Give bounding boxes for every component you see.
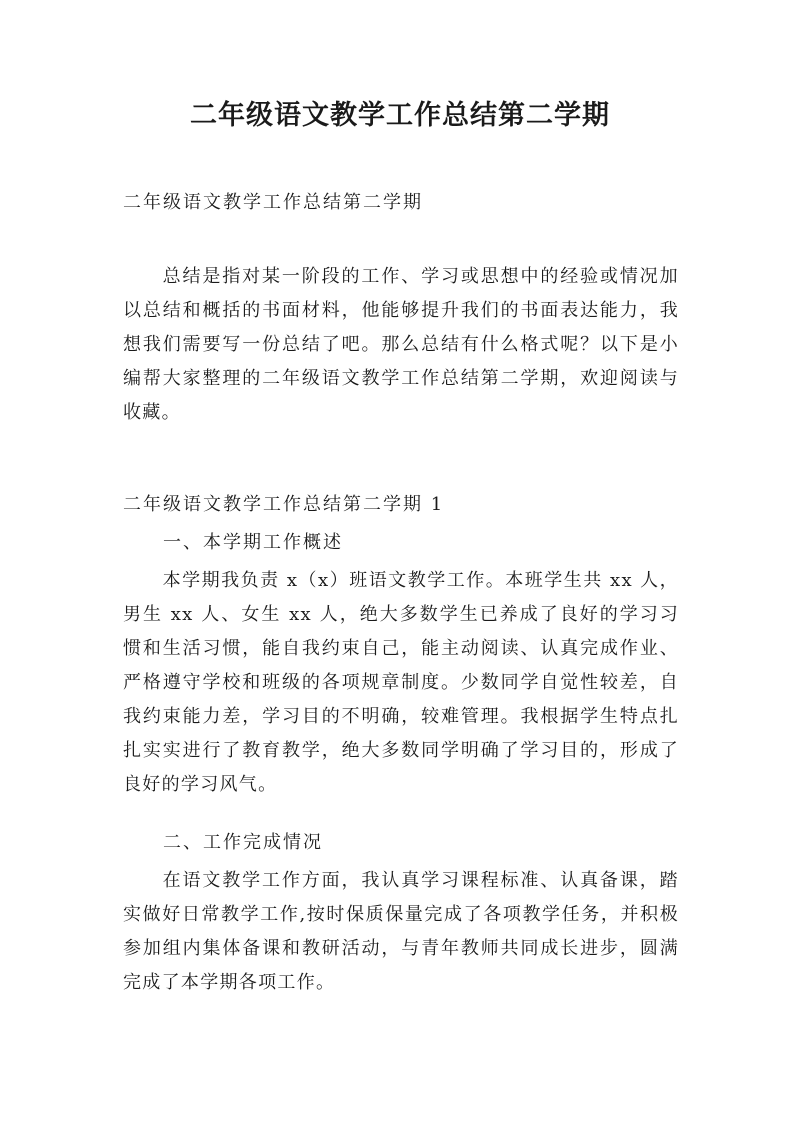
heading-overview: 一、本学期工作概述 [163, 532, 343, 553]
section-title: 二年级语文教学工作总结第二学期 1 [123, 494, 445, 515]
overview-paragraph: 本学期我负责 x（x）班语文教学工作。本班学生共 xx 人，男生 xx 人、女生 xx 人，绝大多数学生已养成了良好的学习习惯和生活习惯，能自我约束自己，能主动阅读、认真完成作业、严格遵守学校和班级的各项规章制度。少数同学自觉性较差，自我约束能力差，学习目的不明确，较难管理。我根据学生特点扎扎实实进行了教育教学，绝大多数同学明确了学习目的，形成了良好的学习风气。 [123, 570, 679, 795]
intro-paragraph: 总结是指对某一阶段的工作、学习或思想中的经验或情况加以总结和概括的书面材料，他能够提升我们的书面表达能力，我想我们需要写一份总结了吧。那么总结有什么格式呢？以下是小编帮大家整理的二年级语文教学工作总结第二学期，欢迎阅读与收藏。 [123, 266, 679, 423]
document-title: 二年级语文教学工作总结第二学期 [190, 100, 610, 131]
document-subtitle: 二年级语文教学工作总结第二学期 [123, 192, 423, 213]
heading-completion: 二、工作完成情况 [163, 832, 323, 853]
completion-paragraph: 在语文教学工作方面，我认真学习课程标准、认真备课，踏实做好日常教学工作,按时保质保量完成了各项教学任务，并积极参加组内集体备课和教研活动，与青年教师共同成长进步，圆满完成了本学期各项工作。 [123, 870, 679, 993]
